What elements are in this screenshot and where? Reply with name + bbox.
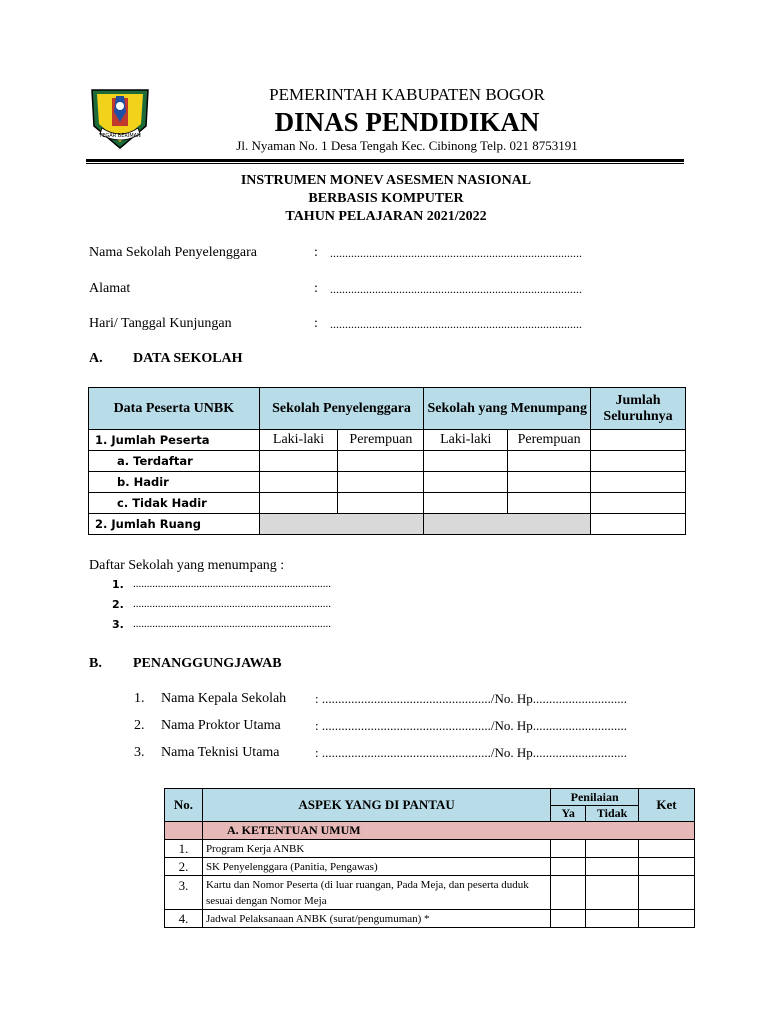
th-laki-laki: Laki-laki	[424, 430, 508, 451]
cell-ya[interactable]	[551, 876, 586, 910]
cell-ya[interactable]	[551, 840, 586, 858]
cell-ket[interactable]	[639, 858, 695, 876]
cell-tidak[interactable]	[586, 858, 639, 876]
row-no: 4.	[165, 910, 203, 928]
cell-tidak[interactable]	[586, 876, 639, 910]
field-colon: :	[314, 245, 318, 260]
cell[interactable]	[424, 451, 508, 472]
logo-motto: TEGAR BERIMAN	[99, 133, 141, 139]
field-label-sekolah: Nama Sekolah Penyelenggara	[89, 245, 257, 260]
data-sekolah-table	[88, 387, 686, 535]
row-no: 1.	[165, 840, 203, 858]
government-name: PEMERINTAH KABUPATEN BOGOR	[269, 85, 545, 104]
th-sekolah-penyelenggara: Sekolah Penyelenggara	[259, 388, 424, 430]
th-no: No.	[165, 789, 203, 822]
cell[interactable]	[508, 451, 591, 472]
section-a-letter: A.	[89, 351, 103, 366]
cell[interactable]	[338, 472, 424, 493]
cell[interactable]	[591, 451, 686, 472]
th-perempuan: Perempuan	[338, 430, 424, 451]
cell[interactable]	[508, 472, 591, 493]
cell[interactable]	[508, 493, 591, 514]
th-tidak: Tidak	[586, 806, 639, 822]
cell-tidak[interactable]	[586, 840, 639, 858]
th-aspek: ASPEK YANG DI PANTAU	[202, 789, 550, 822]
daftar-input[interactable]: ........................................................................	[133, 618, 331, 630]
row-terdaftar: a. Terdaftar	[89, 451, 260, 472]
section-row-no	[165, 822, 203, 840]
th-penilaian: Penilaian	[551, 789, 639, 806]
header-rule-thick	[86, 159, 684, 162]
cell-ya[interactable]	[551, 910, 586, 928]
cell-ya[interactable]	[551, 858, 586, 876]
cell[interactable]	[424, 472, 508, 493]
section-b-letter: B.	[89, 656, 102, 671]
cell[interactable]	[259, 493, 338, 514]
cell-shaded	[259, 514, 424, 535]
daftar-input[interactable]: ........................................................................	[133, 598, 331, 610]
pj-num: 3.	[134, 745, 145, 760]
th-sekolah-menumpang: Sekolah yang Menumpang	[424, 388, 591, 430]
th-ket: Ket	[639, 789, 695, 822]
field-colon: :	[314, 316, 318, 331]
cell[interactable]	[259, 451, 338, 472]
field-input-tanggal[interactable]: ....................................................................................	[330, 317, 582, 331]
daftar-title: Daftar Sekolah yang menumpang :	[89, 558, 285, 573]
cell-shaded	[424, 514, 591, 535]
cell[interactable]	[591, 430, 686, 451]
th-ya: Ya	[551, 806, 586, 822]
header-rule-thin	[86, 163, 684, 164]
pj-label-teknisi: Nama Teknisi Utama	[161, 745, 280, 760]
row-tidak-hadir: c. Tidak Hadir	[89, 493, 260, 514]
field-input-alamat[interactable]: ....................................................................................	[330, 282, 582, 296]
field-colon: :	[314, 281, 318, 296]
doc-title-line2: BERBASIS KOMPUTER	[308, 191, 464, 206]
daftar-num: 2.	[112, 598, 124, 611]
field-label-tanggal: Hari/ Tanggal Kunjungan	[89, 316, 232, 331]
row-jumlah-peserta: 1. Jumlah Peserta	[89, 430, 260, 451]
agency-name: DINAS PENDIDIKAN	[274, 107, 540, 137]
cell-tidak[interactable]	[586, 910, 639, 928]
section-b-title: PENANGGUNGJAWAB	[133, 656, 282, 671]
cell-ket[interactable]	[639, 840, 695, 858]
cell[interactable]	[591, 472, 686, 493]
pj-input-kepala[interactable]: : ..................................................../No. Hp.............................	[315, 691, 627, 706]
cell[interactable]	[338, 451, 424, 472]
row-aspek: SK Penyelenggara (Panitia, Pengawas)	[202, 858, 550, 876]
th-jumlah-seluruhnya: Jumlah Seluruhnya	[591, 388, 686, 430]
section-ketentuan-umum: A. KETENTUAN UMUM	[202, 822, 694, 840]
row-hadir: b. Hadir	[89, 472, 260, 493]
th-perempuan: Perempuan	[508, 430, 591, 451]
doc-title-line3: TAHUN PELAJARAN 2021/2022	[285, 209, 487, 224]
pj-num: 1.	[134, 691, 145, 706]
doc-title-line1: INSTRUMEN MONEV ASESMEN NASIONAL	[240, 173, 532, 188]
cell-ket[interactable]	[639, 876, 695, 910]
cell[interactable]	[259, 472, 338, 493]
row-no: 3.	[165, 876, 203, 910]
pj-label-proktor: Nama Proktor Utama	[161, 718, 281, 733]
daftar-num: 1.	[112, 578, 124, 591]
cell-ket[interactable]	[639, 910, 695, 928]
th-data-peserta: Data Peserta UNBK	[89, 388, 260, 430]
pj-input-proktor[interactable]: : ..................................................../No. Hp.............................	[315, 718, 627, 733]
row-jumlah-ruang: 2. Jumlah Ruang	[89, 514, 260, 535]
pj-label-kepala: Nama Kepala Sekolah	[161, 691, 287, 706]
cell[interactable]	[591, 493, 686, 514]
field-label-alamat: Alamat	[89, 281, 131, 296]
row-aspek: Program Kerja ANBK	[202, 840, 550, 858]
th-laki-laki: Laki-laki	[259, 430, 338, 451]
cell[interactable]	[338, 493, 424, 514]
cell[interactable]	[591, 514, 686, 535]
aspek-pantau-table	[164, 788, 695, 928]
row-aspek: Jadwal Pelaksanaan ANBK (surat/pengumuman) *	[202, 910, 550, 928]
field-input-sekolah[interactable]: ....................................................................................	[330, 246, 582, 260]
pj-input-teknisi[interactable]: : ..................................................../No. Hp.............................	[315, 745, 627, 760]
row-no: 2.	[165, 858, 203, 876]
daftar-input[interactable]: ........................................................................	[133, 578, 331, 590]
row-aspek: Kartu dan Nomor Peserta (di luar ruangan, Pada Meja, dan peserta duduk sesuai dengan Nomor Meja	[202, 876, 550, 910]
pj-num: 2.	[134, 718, 145, 733]
agency-address: Jl. Nyaman No. 1 Desa Tengah Kec. Cibinong Telp. 021 8753191	[236, 138, 578, 153]
daftar-num: 3.	[112, 618, 124, 631]
cell[interactable]	[424, 493, 508, 514]
section-a-title: DATA SEKOLAH	[133, 351, 243, 366]
